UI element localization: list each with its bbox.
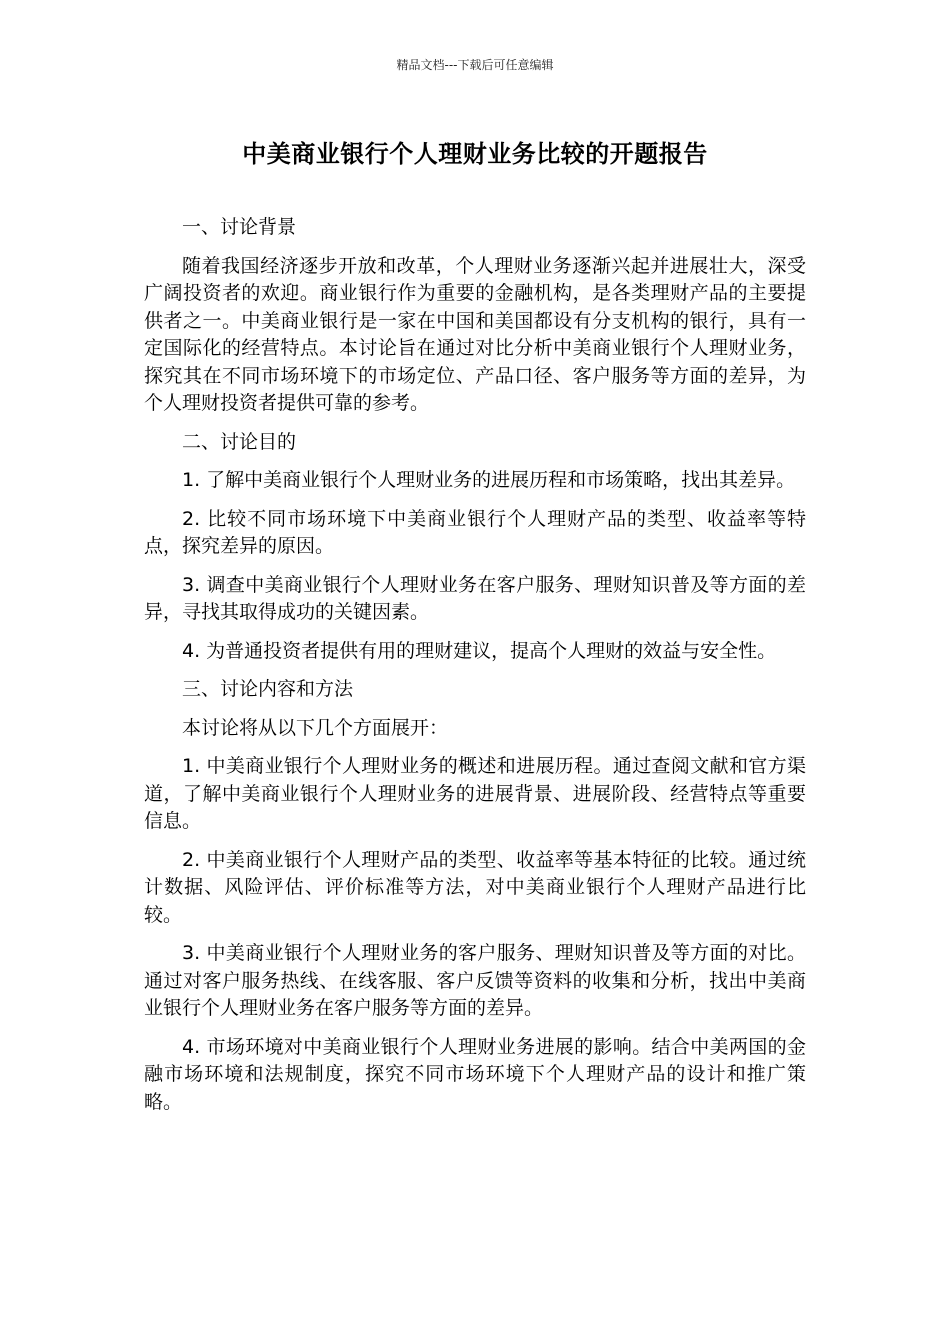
content-item: 3. 中美商业银行个人理财业务的客户服务、理财知识普及等方面的对比。通过对客户服务热线、在线客服、客户反馈等资料的收集和分析，找出中美商业银行个人理财业务在客户服务等方面的差异。 <box>144 942 806 1019</box>
document-title: 中美商业银行个人理财业务比较的开题报告 <box>242 140 708 168</box>
content-item: 1. 中美商业银行个人理财业务的概述和进展历程。通过查阅文献和官方渠道，了解中美商业银行个人理财业务的进展背景、进展阶段、经营特点等重要信息。 <box>144 755 806 832</box>
purpose-item: 3. 调查中美商业银行个人理财业务在客户服务、理财知识普及等方面的差异，寻找其取得成功的关键因素。 <box>144 573 806 623</box>
header-note: 精品文档---下载后可任意编辑 <box>396 58 554 72</box>
paragraph-background: 随着我国经济逐步开放和改革，个人理财业务逐渐兴起并进展壮大，深受广阔投资者的欢迎。商业银行作为重要的金融机构，是各类理财产品的主要提供者之一。中美商业银行是一家在中国和美国都设有分支机构的银行，具有一定国际化的经营特点。本讨论旨在通过对比分析中美商业银行个人理财业务，探究其在不同市场环境下的市场定位、产品口径、客户服务等方面的差异，为个人理财投资者提供可靠的参考。 <box>144 254 806 414</box>
content-item: 2. 中美商业银行个人理财产品的类型、收益率等基本特征的比较。通过统计数据、风险评估、评价标准等方法，对中美商业银行个人理财产品进行比较。 <box>144 848 806 926</box>
content-intro: 本讨论将从以下几个方面展开： <box>182 716 449 739</box>
purpose-item: 4. 为普通投资者提供有用的理财建议，提高个人理财的效益与安全性。 <box>182 639 777 662</box>
purpose-item: 2. 比较不同市场环境下中美商业银行个人理财产品的类型、收益率等特点，探究差异的原因。 <box>144 507 806 557</box>
document-body <box>144 214 806 1127</box>
section-heading-background: 一、讨论背景 <box>182 216 297 238</box>
purpose-item: 1. 了解中美商业银行个人理财业务的进展历程和市场策略，找出其差异。 <box>182 469 796 491</box>
content-item: 4. 市场环境对中美商业银行个人理财业务进展的影响。结合中美两国的金融市场环境和法规制度，探究不同市场环境下个人理财产品的设计和推广策略。 <box>144 1035 806 1113</box>
section-heading-content-method: 三、讨论内容和方法 <box>182 678 354 700</box>
section-heading-purpose: 二、讨论目的 <box>182 430 297 453</box>
